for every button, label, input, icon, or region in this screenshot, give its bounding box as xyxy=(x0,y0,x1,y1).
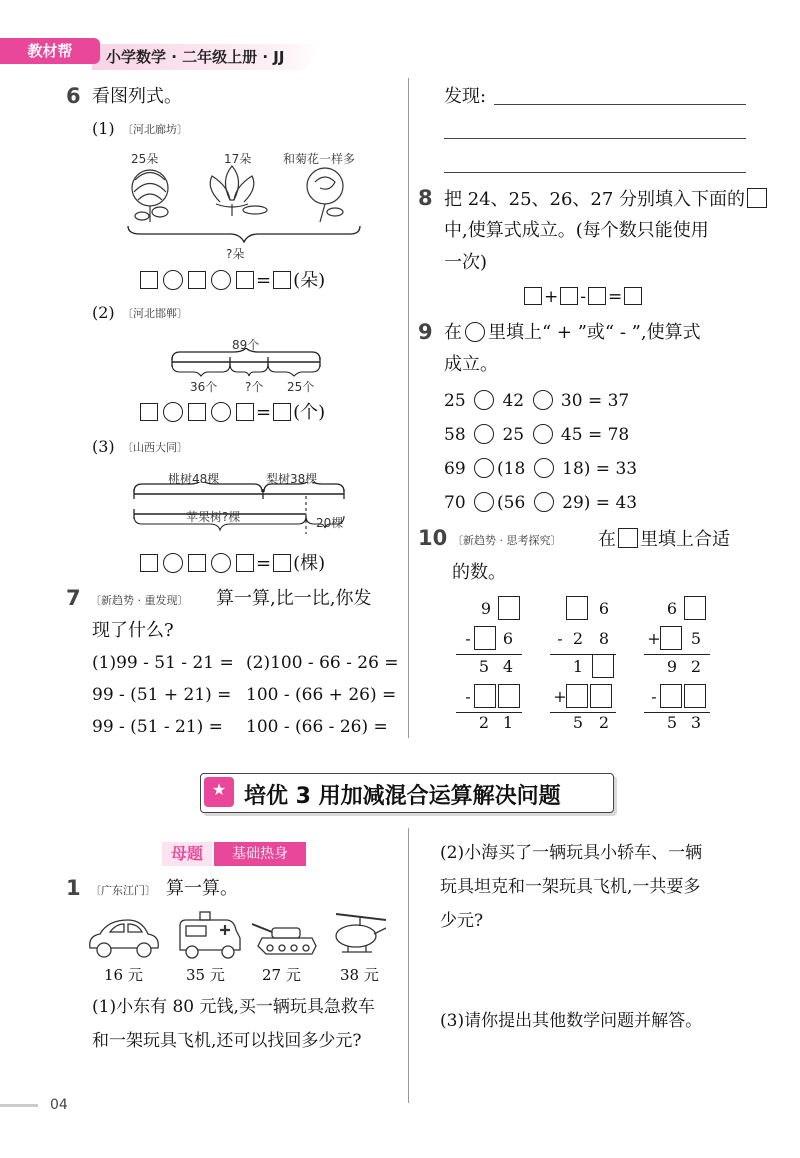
digit: 1 xyxy=(502,713,514,732)
unit: (个) xyxy=(293,402,326,423)
q7-row-2-left: 99 - (51 + 21) = xyxy=(92,685,232,705)
q6-p1-label-c: 和菊花一样多 xyxy=(283,152,356,166)
column-divider xyxy=(408,78,409,738)
operator-circle[interactable] xyxy=(211,553,231,573)
q6-title: 看图列式。 xyxy=(92,86,182,107)
box-symbol xyxy=(618,528,638,548)
page-number: 04 xyxy=(50,1097,68,1113)
answer-box[interactable] xyxy=(188,271,206,289)
q9-line-1b: 里填上“ + ”或“ - ”,使算式 xyxy=(488,322,701,343)
q9-line-2: 成立。 xyxy=(444,354,498,375)
column-divider-bottom xyxy=(408,828,409,1103)
answer-box[interactable] xyxy=(588,287,606,305)
operator-circle[interactable] xyxy=(163,553,183,573)
operand: 69 xyxy=(444,459,466,479)
q7-row-3-left: 99 - (51 - 21) = xyxy=(92,717,223,737)
digit-box[interactable] xyxy=(566,596,588,620)
digit: 2 xyxy=(478,713,490,732)
operator: - xyxy=(465,629,471,648)
digit-box[interactable] xyxy=(590,684,612,708)
price-helicopter: 38 元 xyxy=(340,966,379,984)
digit: 2 xyxy=(598,713,610,732)
operator-circle[interactable] xyxy=(474,492,494,512)
q6-part2-label: (2) xyxy=(92,303,115,322)
digit: 3 xyxy=(690,713,702,732)
operand: 18) = 33 xyxy=(562,459,638,479)
q8-line-1-wrap xyxy=(444,188,769,211)
answer-box[interactable] xyxy=(273,271,291,289)
q9-row-1 xyxy=(444,390,629,412)
q10-line-1b: 里填上合适 xyxy=(640,529,730,550)
q8-line-3: 一次) xyxy=(444,252,488,273)
operator-circle[interactable] xyxy=(163,402,183,422)
operand: 25 xyxy=(444,391,466,411)
digit: 5 xyxy=(572,713,584,732)
q6-p3-c: 苹果树?棵 xyxy=(186,510,241,524)
p1-number: 1 xyxy=(66,876,81,900)
operand: 25 xyxy=(502,425,525,445)
book-star-icon: ★ xyxy=(204,777,234,807)
operand: 29) = 43 xyxy=(562,493,638,513)
answer-box[interactable] xyxy=(236,271,254,289)
operator: - xyxy=(557,629,563,648)
p1-sub2-line2: 玩具坦克和一架玩具飞机,一共要多 xyxy=(440,877,701,897)
q9-row-2 xyxy=(444,424,629,446)
q6-p2-b: ?个 xyxy=(245,380,264,394)
box-symbol xyxy=(747,188,767,208)
q6-number: 6 xyxy=(66,84,81,108)
price-car: 16 元 xyxy=(104,966,143,984)
q10-number: 10 xyxy=(418,526,448,550)
circle-symbol xyxy=(465,322,485,342)
answer-box[interactable] xyxy=(236,554,254,572)
operator: + xyxy=(647,629,661,648)
plus-sign: + xyxy=(544,287,559,307)
digit-box[interactable] xyxy=(660,684,682,708)
q9-number: 9 xyxy=(418,320,433,344)
minus-sign: - xyxy=(580,287,586,307)
q6-part2-tag: 〔河北邯郸〕 xyxy=(122,307,188,320)
q6-part3-label: (3) xyxy=(92,437,115,456)
digit-box[interactable] xyxy=(592,654,614,678)
q6-part3-tag: 〔山西大同〕 xyxy=(122,441,188,454)
operator-circle[interactable] xyxy=(533,390,553,410)
operand: (18 xyxy=(497,459,526,479)
q8-line-1: 把 24、25、26、27 分别填入下面的 xyxy=(444,189,746,210)
digit: 4 xyxy=(502,657,514,676)
q6-part1-label: (1) xyxy=(92,119,115,138)
q6-p2-a: 36个 xyxy=(190,380,218,394)
ambulance-icon xyxy=(180,912,240,958)
tank-icon xyxy=(252,924,316,954)
answer-box[interactable] xyxy=(560,287,578,305)
p1-sub1-line2: 和一架玩具飞机,还可以找回多少元? xyxy=(92,1031,362,1051)
q7-title: 算一算,比一比,你发 xyxy=(216,588,372,609)
digit: 2 xyxy=(572,629,584,648)
price-ambulance: 35 元 xyxy=(186,966,225,984)
operand: (56 xyxy=(497,493,526,513)
p1-sub3: (3)请你提出其他数学问题并解答。 xyxy=(440,1011,703,1031)
q6-p3-answer-row: = (棵) xyxy=(138,553,325,575)
operator-circle[interactable] xyxy=(474,458,494,478)
car-icon xyxy=(90,920,159,957)
rose-icon xyxy=(307,168,343,222)
answer-box[interactable] xyxy=(524,287,542,305)
digit-box[interactable] xyxy=(684,684,706,708)
header-title: 小学数学 · 二年级上册 · JJ xyxy=(106,48,285,66)
q7-number: 7 xyxy=(66,586,81,610)
q7-row-1-right: (2)100 - 66 - 26 = xyxy=(246,653,399,673)
q10-line-1-wrap xyxy=(598,528,730,551)
q6-p3-d: 20棵 xyxy=(316,516,344,530)
q6-p1-label-b: 17朵 xyxy=(224,152,252,166)
q7-row-3-right: 100 - (66 - 26) = xyxy=(246,717,388,737)
digit: 9 xyxy=(666,657,678,676)
digit-box[interactable] xyxy=(498,684,520,708)
q7-row-1-left: (1)99 - 51 - 21 = xyxy=(92,653,234,673)
operator-circle[interactable] xyxy=(534,458,554,478)
operand: 70 xyxy=(444,493,466,513)
discover-line-1[interactable] xyxy=(494,104,746,105)
operator-circle[interactable] xyxy=(474,424,494,444)
q8-line-2: 中,使算式成立。(每个数只能使用 xyxy=(444,220,709,241)
digit-box[interactable] xyxy=(498,596,520,620)
q10-tag: 〔新趋势 · 思考探究〕 xyxy=(452,534,562,547)
discover-label: 发现: xyxy=(444,86,487,107)
chrysanthemum-icon xyxy=(132,170,168,222)
answer-box[interactable] xyxy=(188,554,206,572)
footer-bar xyxy=(0,1104,38,1107)
sum-line xyxy=(456,654,522,655)
unit: (棵) xyxy=(293,553,326,574)
q6-p2-c: 25个 xyxy=(287,380,315,394)
digit: 1 xyxy=(572,657,584,676)
operator-circle[interactable] xyxy=(211,270,231,290)
digit-box[interactable] xyxy=(684,596,706,620)
digit-box[interactable] xyxy=(566,684,588,708)
operator: - xyxy=(651,687,657,706)
digit: 6 xyxy=(666,599,678,618)
q7-title-2: 现了什么? xyxy=(92,620,174,641)
sum-line xyxy=(644,654,710,655)
q6-part1-tag: 〔河北廊坊〕 xyxy=(122,123,188,136)
digit: 5 xyxy=(666,713,678,732)
q6-p1-flowers-illustration xyxy=(120,160,380,260)
p1-title: 算一算。 xyxy=(166,878,238,899)
digit: 2 xyxy=(690,657,702,676)
q6-p2-answer-row: = (个) xyxy=(138,402,325,424)
warmup-label: 基础热身 xyxy=(214,842,306,866)
answer-box[interactable] xyxy=(624,287,642,305)
q10-line-1a: 在 xyxy=(598,529,616,550)
q6-p3-a: 桃树48棵 xyxy=(168,472,220,486)
q10-line-2: 的数。 xyxy=(452,562,506,583)
operand: 42 xyxy=(502,391,525,411)
answer-box[interactable] xyxy=(140,403,158,421)
toys-illustration xyxy=(86,908,386,962)
answer-box[interactable] xyxy=(273,403,291,421)
answer-box[interactable] xyxy=(188,403,206,421)
digit-box[interactable] xyxy=(474,684,496,708)
answer-box[interactable] xyxy=(236,403,254,421)
q10-vertical-calc-1 xyxy=(448,594,528,734)
lotus-icon xyxy=(210,166,267,216)
discover-line-3[interactable] xyxy=(444,172,746,173)
operator-circle[interactable] xyxy=(534,492,554,512)
operator-circle[interactable] xyxy=(533,424,553,444)
operand: 30 = 37 xyxy=(560,391,630,411)
answer-box[interactable] xyxy=(140,554,158,572)
q6-p2-total: 89个 xyxy=(232,338,260,352)
digit: 6 xyxy=(598,599,610,618)
digit-box[interactable] xyxy=(474,626,496,650)
equals-sign: = xyxy=(608,287,623,307)
operand: 45 = 78 xyxy=(560,425,630,445)
q6-p1-label-a: 25朵 xyxy=(131,152,159,166)
answer-box[interactable] xyxy=(140,271,158,289)
p1-tag: 〔广东江门〕 xyxy=(90,884,156,897)
q6-p3-b: 梨树38棵 xyxy=(266,472,318,486)
q8-equation xyxy=(522,286,644,308)
operator-circle[interactable] xyxy=(474,390,494,410)
q10-vertical-calc-3 xyxy=(636,594,716,734)
p1-sub2-line1: (2)小海买了一辆玩具小轿车、一辆 xyxy=(440,843,703,863)
q9-line-1-wrap xyxy=(444,322,701,344)
digit: 5 xyxy=(690,629,702,648)
q9-line-1: 在 xyxy=(444,322,462,343)
digit: 8 xyxy=(598,629,610,648)
q6-p2-diagram xyxy=(168,348,328,378)
operator-circle[interactable] xyxy=(211,402,231,422)
digit: 6 xyxy=(502,629,514,648)
unit: (朵) xyxy=(293,270,326,291)
header-tag: 教材帮 xyxy=(0,38,100,64)
digit: 5 xyxy=(478,657,490,676)
answer-box[interactable] xyxy=(273,554,291,572)
q8-number: 8 xyxy=(418,186,433,210)
helicopter-icon xyxy=(336,914,386,952)
operator: - xyxy=(465,687,471,706)
operand: 58 xyxy=(444,425,466,445)
q9-row-4 xyxy=(444,492,637,514)
digit-box[interactable] xyxy=(660,626,682,650)
q10-vertical-calc-2 xyxy=(542,594,622,734)
q6-p1-answer-row: = (朵) xyxy=(138,270,325,292)
operator-circle[interactable] xyxy=(163,270,183,290)
price-tank: 27 元 xyxy=(262,966,301,984)
q7-row-2-right: 100 - (66 + 26) = xyxy=(246,685,397,705)
mother-problem-label: 母题 xyxy=(162,842,212,866)
discover-line-2[interactable] xyxy=(444,138,746,139)
p1-sub1-line1: (1)小东有 80 元钱,买一辆玩具急救车 xyxy=(92,997,375,1017)
section-title: 培优 3 用加减混合运算解决问题 xyxy=(244,784,561,809)
q6-p1-question: ?朵 xyxy=(226,247,245,261)
q7-tag: 〔新趋势 · 重发现〕 xyxy=(90,594,189,607)
digit: 9 xyxy=(480,599,492,618)
q9-row-3 xyxy=(444,458,637,480)
operator: + xyxy=(553,687,567,706)
p1-sub2-line3: 少元? xyxy=(440,911,484,931)
